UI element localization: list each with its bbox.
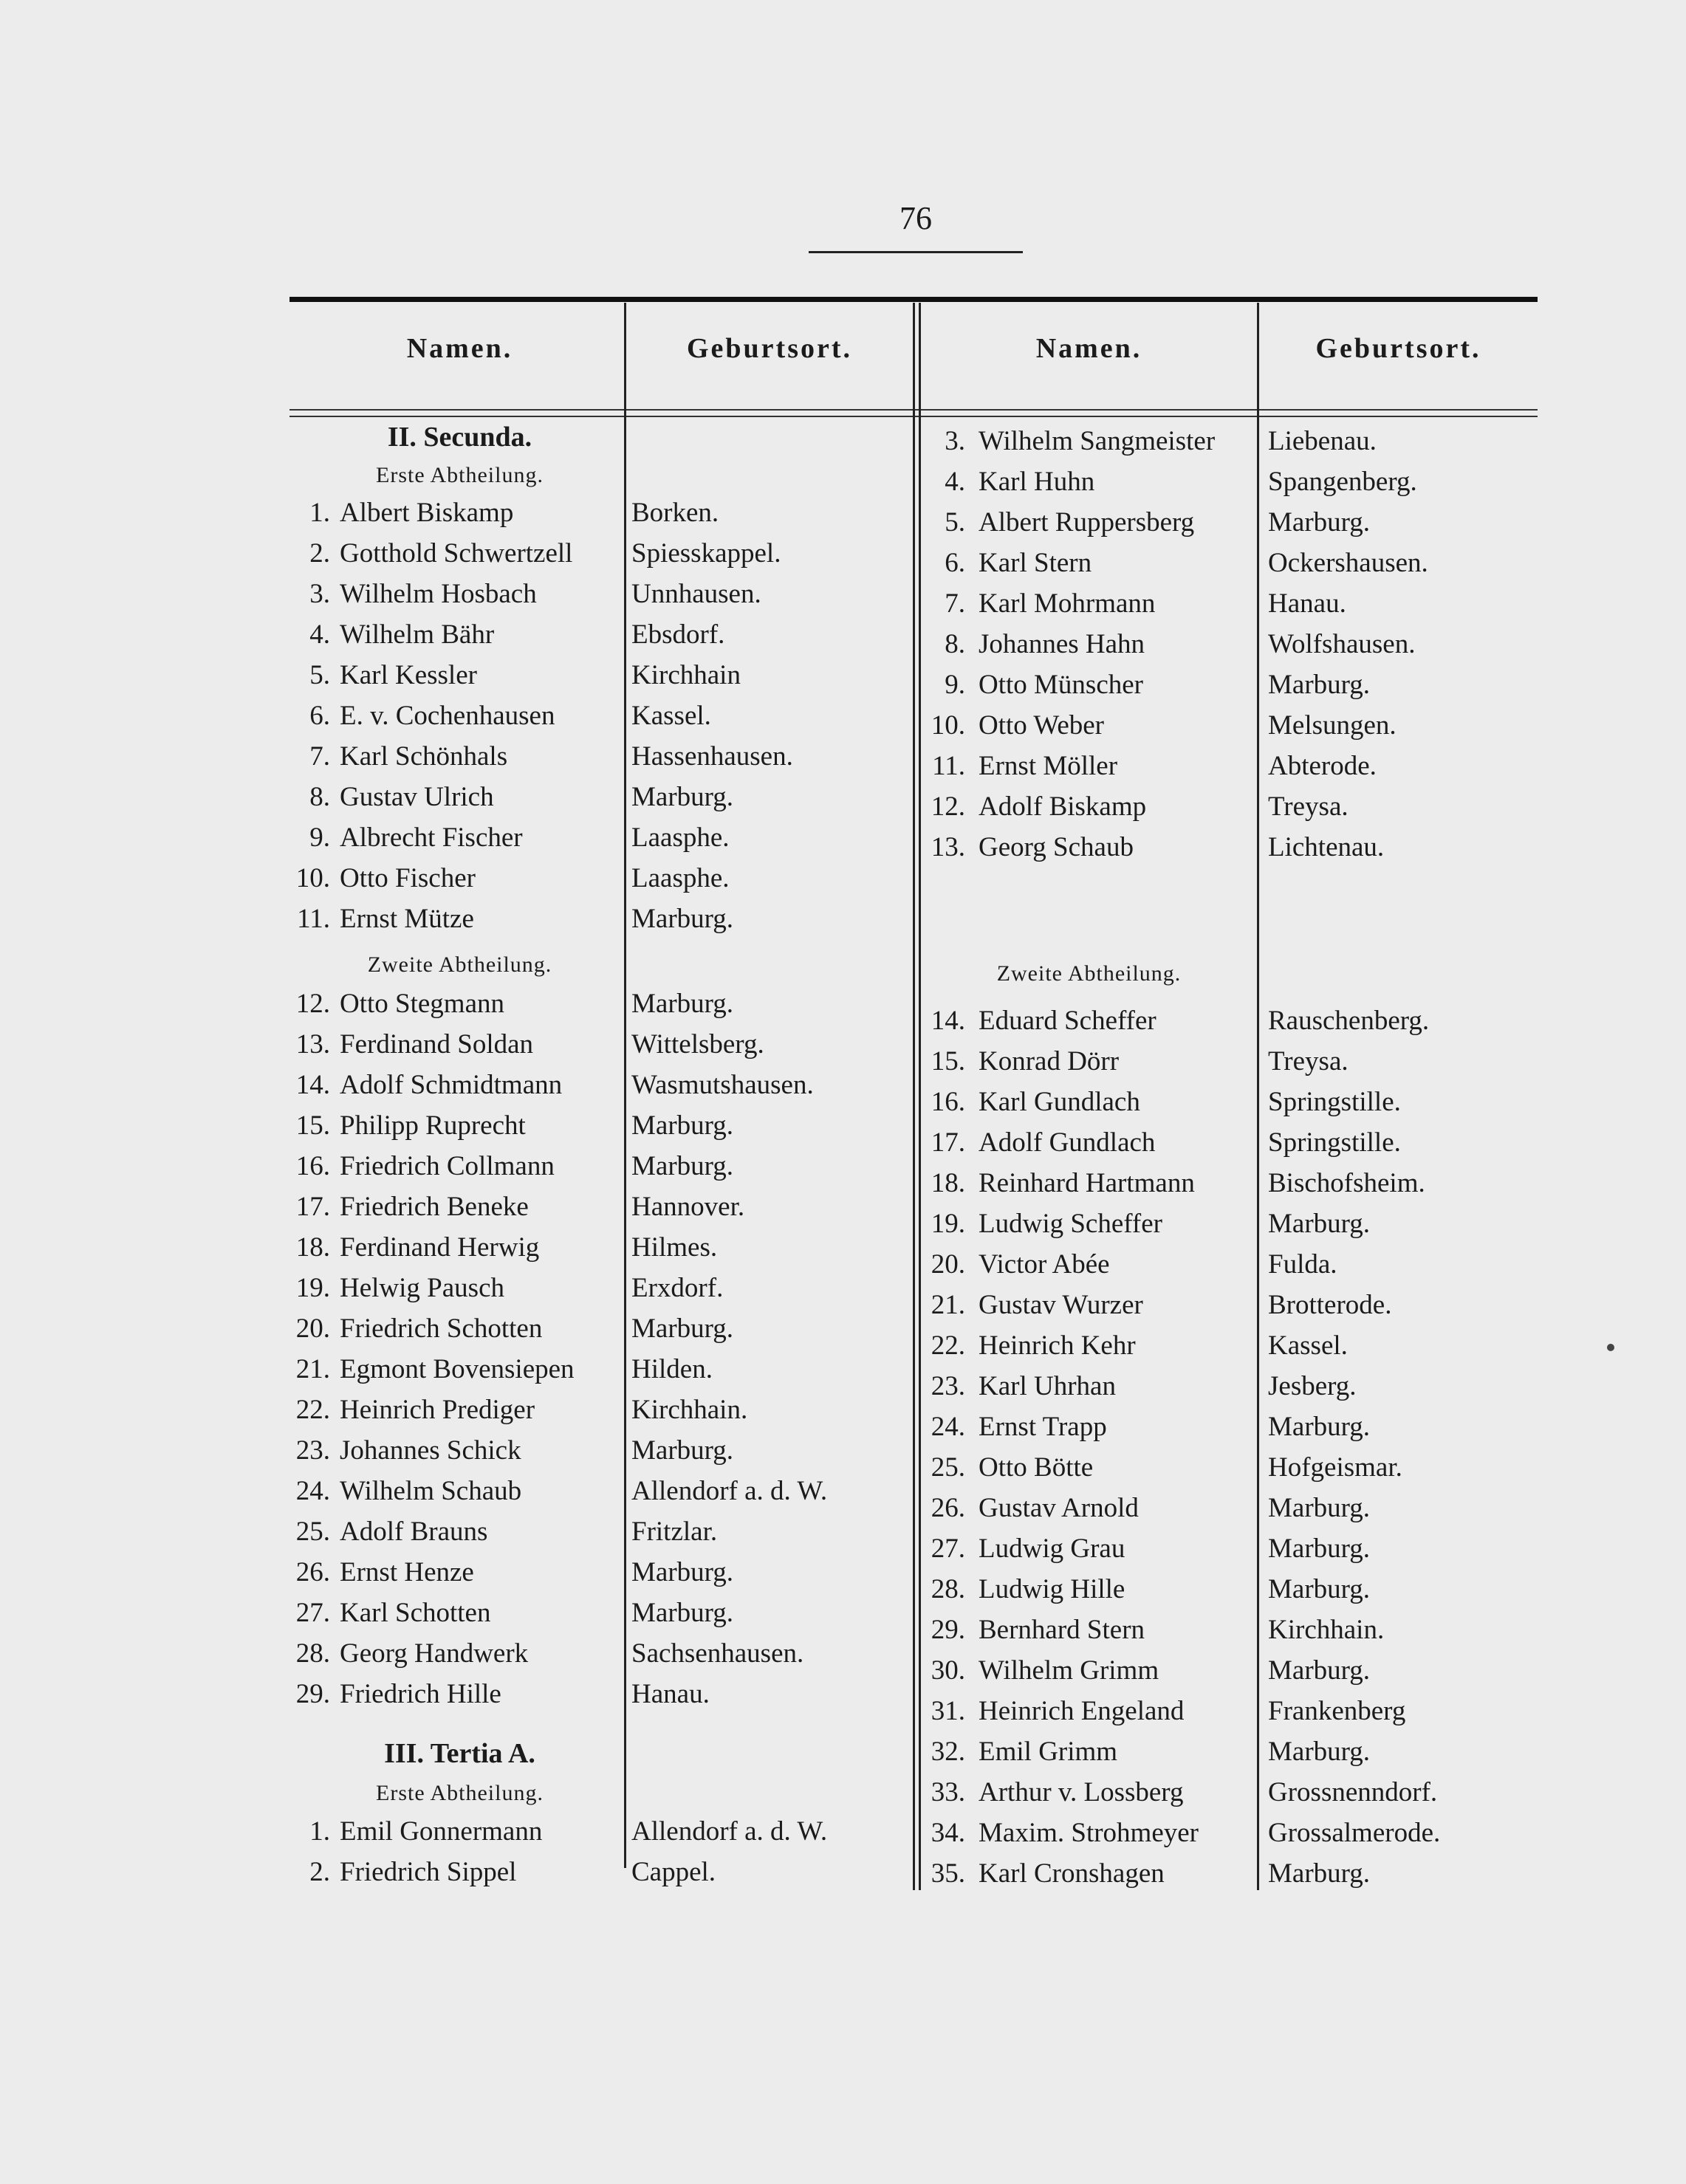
student-name: Karl Kessler <box>340 660 477 690</box>
student-name: Karl Mohrmann <box>979 588 1156 619</box>
student-name: Johannes Hahn <box>979 629 1145 659</box>
student-name: Otto Stegmann <box>340 989 505 1019</box>
student-name: Helwig Pausch <box>340 1273 504 1303</box>
birthplace: Grossalmerode. <box>1268 1818 1441 1848</box>
birthplace: Liebenau. <box>1268 426 1377 456</box>
birthplace: Marburg. <box>1268 1493 1371 1523</box>
subsection-title: Zweite Abtheilung. <box>367 952 552 977</box>
student-name: Victor Abée <box>979 1249 1110 1280</box>
birthplace: Springstille. <box>1268 1087 1401 1117</box>
birthplace: Hofgeismar. <box>1268 1452 1402 1483</box>
birthplace: Grossnenndorf. <box>1268 1777 1438 1807</box>
entry-number: 17. <box>295 1192 330 1222</box>
birthplace: Hanau. <box>631 1679 710 1709</box>
entry-number: 23. <box>295 1435 330 1466</box>
entry-number: 25. <box>295 1517 330 1547</box>
birthplace: Lichtenau. <box>1268 832 1385 862</box>
birthplace: Abterode. <box>1268 751 1377 781</box>
subsection-title: Zweite Abtheilung. <box>996 961 1182 986</box>
entry-number: 17. <box>931 1127 965 1158</box>
entry-number: 15. <box>295 1110 330 1141</box>
entry-number: 34. <box>931 1818 965 1848</box>
birthplace: Allendorf a. d. W. <box>631 1816 828 1847</box>
birthplace: Ockershausen. <box>1268 548 1428 578</box>
birthplace: Hannover. <box>631 1192 745 1222</box>
student-name: Reinhard Hartmann <box>979 1168 1195 1198</box>
birthplace: Kirchhain. <box>631 1395 748 1425</box>
student-name: Adolf Schmidtmann <box>340 1070 563 1100</box>
birthplace: Hanau. <box>1268 588 1346 619</box>
entry-number: 19. <box>295 1273 330 1303</box>
entry-number: 23. <box>931 1371 965 1401</box>
entry-number: 3. <box>309 579 330 609</box>
student-name: Wilhelm Grimm <box>979 1655 1159 1686</box>
student-name: Georg Schaub <box>979 832 1134 862</box>
entry-number: 32. <box>931 1737 965 1767</box>
student-name: Ferdinand Soldan <box>340 1029 534 1060</box>
student-name: Friedrich Hille <box>340 1679 501 1709</box>
birthplace: Kirchhain <box>631 660 741 690</box>
birthplace: Borken. <box>631 498 719 528</box>
birthplace: Bischofsheim. <box>1268 1168 1425 1198</box>
entry-number: 1. <box>309 498 330 528</box>
student-name: Wilhelm Sangmeister <box>979 426 1216 456</box>
entry-number: 1. <box>309 1816 330 1847</box>
student-name: Friedrich Collmann <box>340 1151 555 1181</box>
birthplace: Spangenberg. <box>1268 467 1417 497</box>
birthplace: Marburg. <box>1268 1534 1371 1564</box>
entry-number: 9. <box>945 670 965 700</box>
entry-number: 11. <box>932 751 965 781</box>
entry-number: 7. <box>945 588 965 619</box>
birthplace: Marburg. <box>1268 507 1371 538</box>
entry-number: 6. <box>945 548 965 578</box>
student-name: Friedrich Schotten <box>340 1314 543 1344</box>
entry-number: 31. <box>931 1696 965 1726</box>
birthplace: Laasphe. <box>631 823 730 853</box>
birthplace: Erxdorf. <box>631 1273 724 1303</box>
entry-number: 19. <box>931 1209 965 1239</box>
birthplace: Marburg. <box>631 1110 734 1141</box>
student-name: Karl Gundlach <box>979 1087 1140 1117</box>
subsection-title: Erste Abtheilung. <box>376 1781 544 1805</box>
student-name: Emil Gonnermann <box>340 1816 543 1847</box>
entry-number: 25. <box>931 1452 965 1483</box>
column-divider <box>1257 303 1259 1890</box>
birthplace: Marburg. <box>1268 1858 1371 1889</box>
entry-number: 22. <box>295 1395 330 1425</box>
student-name: Wilhelm Bähr <box>340 619 495 650</box>
entry-number: 26. <box>931 1493 965 1523</box>
entry-number: 21. <box>931 1290 965 1320</box>
entry-number: 28. <box>295 1638 330 1669</box>
entry-number: 28. <box>931 1574 965 1604</box>
birthplace: Marburg. <box>1268 1209 1371 1239</box>
entry-number: 14. <box>295 1070 330 1100</box>
student-name: Bernhard Stern <box>979 1615 1145 1645</box>
student-name: Gustav Wurzer <box>979 1290 1143 1320</box>
student-name: Eduard Scheffer <box>979 1006 1156 1036</box>
birthplace: Marburg. <box>1268 1574 1371 1604</box>
birthplace: Hilmes. <box>631 1232 718 1263</box>
section-title: II. Secunda. <box>387 422 532 453</box>
table-top-rule <box>289 297 1538 302</box>
entry-number: 8. <box>309 782 330 812</box>
birthplace: Marburg. <box>1268 1412 1371 1442</box>
entry-number: 22. <box>931 1330 965 1361</box>
birthplace: Allendorf a. d. W. <box>631 1476 828 1506</box>
student-name: Maxim. Strohmeyer <box>979 1818 1199 1848</box>
entry-number: 4. <box>945 467 965 497</box>
birthplace: Marburg. <box>631 1314 734 1344</box>
entry-number: 10. <box>931 710 965 741</box>
student-name: Albert Biskamp <box>340 498 514 528</box>
birthplace: Kirchhain. <box>1268 1615 1385 1645</box>
student-name: Emil Grimm <box>979 1737 1118 1767</box>
birthplace: Marburg. <box>631 1435 734 1466</box>
birthplace: Marburg. <box>631 1557 734 1587</box>
entry-number: 5. <box>309 660 330 690</box>
student-name: Otto Münscher <box>979 670 1143 700</box>
student-name: Otto Bötte <box>979 1452 1094 1483</box>
entry-number: 4. <box>309 619 330 650</box>
student-name: Karl Uhrhan <box>979 1371 1116 1401</box>
entry-number: 16. <box>931 1087 965 1117</box>
entry-number: 5. <box>945 507 965 538</box>
entry-number: 2. <box>309 538 330 569</box>
birthplace: Frankenberg <box>1268 1696 1406 1726</box>
student-name: Karl Schönhals <box>340 741 508 772</box>
student-name: Friedrich Sippel <box>340 1857 517 1887</box>
student-name: Johannes Schick <box>340 1435 521 1466</box>
student-name: Arthur v. Lossberg <box>979 1777 1184 1807</box>
column-header-names-left: Namen. <box>406 333 513 364</box>
entry-number: 3. <box>945 426 965 456</box>
entry-number: 10. <box>295 863 330 893</box>
entry-number: 30. <box>931 1655 965 1686</box>
entry-number: 29. <box>295 1679 330 1709</box>
entry-number: 9. <box>309 823 330 853</box>
entry-number: 24. <box>295 1476 330 1506</box>
student-name: Wilhelm Schaub <box>340 1476 522 1506</box>
birthplace: Springstille. <box>1268 1127 1401 1158</box>
birthplace: Marburg. <box>631 782 734 812</box>
student-name: Philipp Ruprecht <box>340 1110 526 1141</box>
birthplace: Marburg. <box>631 1598 734 1628</box>
student-name: Ernst Henze <box>340 1557 474 1587</box>
entry-number: 2. <box>309 1857 330 1887</box>
entry-number: 16. <box>295 1151 330 1181</box>
student-name: Egmont Bovensiepen <box>340 1354 575 1384</box>
birthplace: Ebsdorf. <box>631 619 725 650</box>
birthplace: Laasphe. <box>631 863 730 893</box>
entry-number: 15. <box>931 1046 965 1076</box>
student-name: Karl Huhn <box>979 467 1095 497</box>
entry-number: 18. <box>931 1168 965 1198</box>
entry-number: 6. <box>309 701 330 731</box>
birthplace: Marburg. <box>631 1151 734 1181</box>
student-name: Karl Stern <box>979 548 1092 578</box>
student-name: Friedrich Beneke <box>340 1192 529 1222</box>
ink-speck <box>1607 1344 1614 1351</box>
birthplace: Jesberg. <box>1268 1371 1357 1401</box>
center-divider <box>913 303 915 1890</box>
birthplace: Marburg. <box>631 904 734 934</box>
page-number: 76 <box>899 200 932 236</box>
student-name: Ernst Möller <box>979 751 1118 781</box>
student-name: Wilhelm Hosbach <box>340 579 537 609</box>
entry-number: 20. <box>931 1249 965 1280</box>
student-name: Heinrich Engeland <box>979 1696 1185 1726</box>
entry-number: 24. <box>931 1412 965 1442</box>
birthplace: Fritzlar. <box>631 1517 718 1547</box>
birthplace: Cappel. <box>631 1857 716 1887</box>
entry-number: 33. <box>931 1777 965 1807</box>
entry-number: 27. <box>295 1598 330 1628</box>
birthplace: Treysa. <box>1268 791 1349 822</box>
student-name: Otto Weber <box>979 710 1104 741</box>
student-name: E. v. Cochenhausen <box>340 701 555 731</box>
student-name: Ludwig Hille <box>979 1574 1125 1604</box>
student-name: Albert Ruppersberg <box>979 507 1195 538</box>
student-name: Ernst Mütze <box>340 904 474 934</box>
student-name: Karl Cronshagen <box>979 1858 1165 1889</box>
student-name: Karl Schotten <box>340 1598 491 1628</box>
entry-number: 26. <box>295 1557 330 1587</box>
entry-number: 12. <box>295 989 330 1019</box>
entry-number: 12. <box>931 791 965 822</box>
student-name: Konrad Dörr <box>979 1046 1120 1076</box>
birthplace: Marburg. <box>1268 1737 1371 1767</box>
student-name: Georg Handwerk <box>340 1638 529 1669</box>
student-name: Gustav Ulrich <box>340 782 494 812</box>
birthplace: Brotterode. <box>1268 1290 1392 1320</box>
student-name: Adolf Gundlach <box>979 1127 1156 1158</box>
birthplace: Hassenhausen. <box>631 741 793 772</box>
birthplace: Fulda. <box>1268 1249 1337 1280</box>
student-name: Ernst Trapp <box>979 1412 1107 1442</box>
birthplace: Marburg. <box>1268 1655 1371 1686</box>
entry-number: 29. <box>931 1615 965 1645</box>
entry-number: 27. <box>931 1534 965 1564</box>
student-name: Adolf Biskamp <box>979 791 1147 822</box>
student-name: Ludwig Scheffer <box>979 1209 1162 1239</box>
student-name: Gotthold Schwertzell <box>340 538 573 569</box>
birthplace: Hilden. <box>631 1354 713 1384</box>
section-title: III. Tertia A. <box>384 1738 535 1769</box>
student-name: Ferdinand Herwig <box>340 1232 540 1263</box>
subsection-title: Erste Abtheilung. <box>376 463 544 487</box>
entry-number: 18. <box>295 1232 330 1263</box>
student-name: Heinrich Prediger <box>340 1395 535 1425</box>
student-name: Adolf Brauns <box>340 1517 488 1547</box>
student-name: Gustav Arnold <box>979 1493 1139 1523</box>
student-name: Otto Fischer <box>340 863 476 893</box>
birthplace: Wolfshausen. <box>1268 629 1416 659</box>
entry-number: 7. <box>309 741 330 772</box>
birthplace: Rauschenberg. <box>1268 1006 1430 1036</box>
birthplace: Sachsenhausen. <box>631 1638 804 1669</box>
birthplace: Melsungen. <box>1268 710 1397 741</box>
entry-number: 13. <box>931 832 965 862</box>
student-name: Heinrich Kehr <box>979 1330 1136 1361</box>
column-header-birthplace-right: Geburtsort. <box>1315 333 1481 364</box>
birthplace: Wasmutshausen. <box>631 1070 814 1100</box>
birthplace: Treysa. <box>1268 1046 1349 1076</box>
entry-number: 20. <box>295 1314 330 1344</box>
birthplace: Spiesskappel. <box>631 538 781 569</box>
birthplace: Marburg. <box>631 989 734 1019</box>
entry-number: 35. <box>931 1858 965 1889</box>
student-name: Ludwig Grau <box>979 1534 1125 1564</box>
birthplace: Kassel. <box>631 701 711 731</box>
student-name: Albrecht Fischer <box>340 823 523 853</box>
column-divider <box>624 303 626 1868</box>
entry-number: 11. <box>297 904 330 934</box>
entry-number: 8. <box>945 629 965 659</box>
column-header-names-right: Namen. <box>1035 333 1142 364</box>
birthplace: Unnhausen. <box>631 579 761 609</box>
birthplace: Kassel. <box>1268 1330 1348 1361</box>
birthplace: Marburg. <box>1268 670 1371 700</box>
entry-number: 13. <box>295 1029 330 1060</box>
entry-number: 21. <box>295 1354 330 1384</box>
entry-number: 14. <box>931 1006 965 1036</box>
page-number-underline <box>809 251 1023 253</box>
birthplace: Wittelsberg. <box>631 1029 764 1060</box>
column-header-birthplace-left: Geburtsort. <box>686 333 853 364</box>
